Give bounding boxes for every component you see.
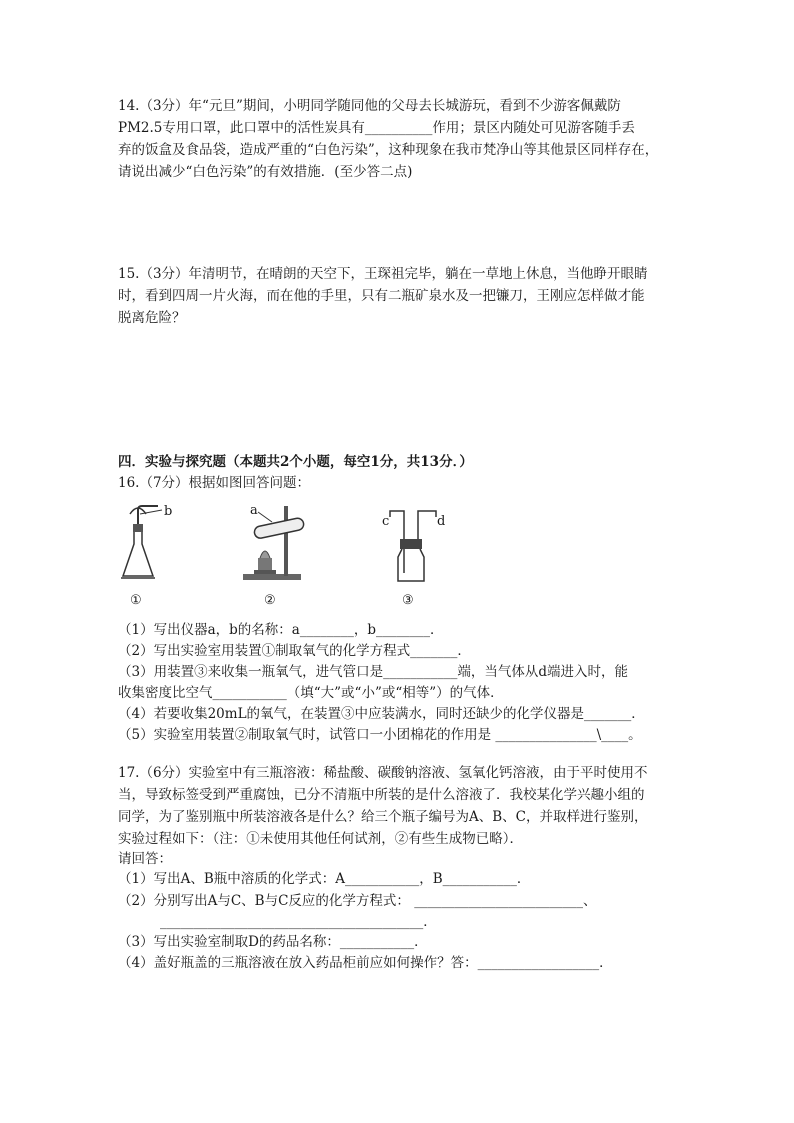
figure-number-3: ③ [402, 593, 414, 608]
q14-line-1: 14.（3分）年“元旦”期间，小明同学随同他的父母去长城游玩，看到不少游客佩戴防 [118, 98, 621, 114]
q16-intro: 16.（7分）根据如图回答问题： [118, 475, 311, 491]
q17-sub-3: （3）写出实验室制取D的药品名称：___________． [118, 934, 428, 950]
q15-line-1: 15.（3分）年清明节，在晴朗的天空下，王琛祖完毕，躺在一草地上休息，当他睁开眼睛 [118, 266, 648, 282]
apparatus-1-flask-figure [118, 500, 188, 582]
q14-line-2: PM2.5专用口罩，此口罩中的活性炭具有__________作用；景区内随处可见游客随手丢 [118, 120, 635, 136]
apparatus-3-gas-bottle-figure [384, 505, 444, 583]
q16-sub-5: （5）实验室用装置②制取氧气时，试管口一小团棉花的作用是 _______________\____。 [118, 727, 642, 743]
q16-sub-3a: （3）用装置③来收集一瓶氧气，进气管口是___________端，当气体从d端进入时，能 [118, 664, 628, 680]
q16-sub-1: （1）写出仪器a，b的名称：a________，b________． [118, 622, 444, 638]
section-4-heading: 四．实验与探究题（本题共2个小题，每空1分，共13分．） [118, 454, 473, 470]
q14-line-3: 弃的饭盒及食品袋，造成严重的“白色污染”，这种现象在我市梵净山等其他景区同样存在， [118, 142, 659, 158]
q16-sub-3b: 收集密度比空气___________（填“大”或“小”或“相等”）的气体． [118, 685, 504, 701]
figure-number-2: ② [264, 593, 276, 608]
q14-line-4: 请说出减少“白色污染”的有效措施．(至少答二点) [118, 164, 413, 180]
q17-line-1: 17.（6分）实验室中有三瓶溶液：稀盐酸、碳酸钠溶液、氢氧化钙溶液，由于平时使用不 [118, 765, 648, 781]
q17-line-4: 实验过程如下：（注：①未使用其他任何试剂，②有些生成物已略）． [118, 831, 523, 847]
q16-sub-4: （4）若要收集20mL的氧气，在装置③中应装满水，同时还缺少的化学仪器是_______． [118, 706, 645, 722]
label-c: c [382, 514, 390, 529]
figure-number-1: ① [130, 593, 142, 608]
q15-line-3: 脱离危险？ [118, 310, 186, 326]
q17-sub-4: （4）盖好瓶盖的三瓶溶液在放入药品柜前应如何操作？答：__________________． [118, 955, 613, 971]
label-a: a [250, 503, 258, 518]
label-d: d [437, 514, 446, 529]
label-b: b [164, 504, 173, 519]
q17-sub-2: （2）分别写出A与C、B与C反应的化学方程式： _________________________、 [118, 893, 597, 909]
q17-sub-1: （1）写出A、B瓶中溶质的化学式：A___________，B___________． [118, 871, 531, 887]
q15-line-2: 时，看到四周一片火海，而在他的手里，只有二瓶矿泉水及一把镰刀，王刚应怎样做才能 [118, 288, 645, 304]
q16-sub-2: （2）写出实验室用装置①制取氧气的化学方程式_______． [118, 643, 471, 659]
q17-line-5: 请回答： [118, 851, 172, 867]
q17-line-3: 同学，为了鉴别瓶中所装溶液各是什么？给三个瓶子编号为A、B、C，并取样进行鉴别， [118, 809, 648, 825]
q17-sub-2b: _______________________________________． [160, 914, 437, 930]
q17-line-2: 当，导致标签受到严重腐蚀，已分不清瓶中所装的是什么溶液了．我校某化学兴趣小组的 [118, 787, 645, 803]
